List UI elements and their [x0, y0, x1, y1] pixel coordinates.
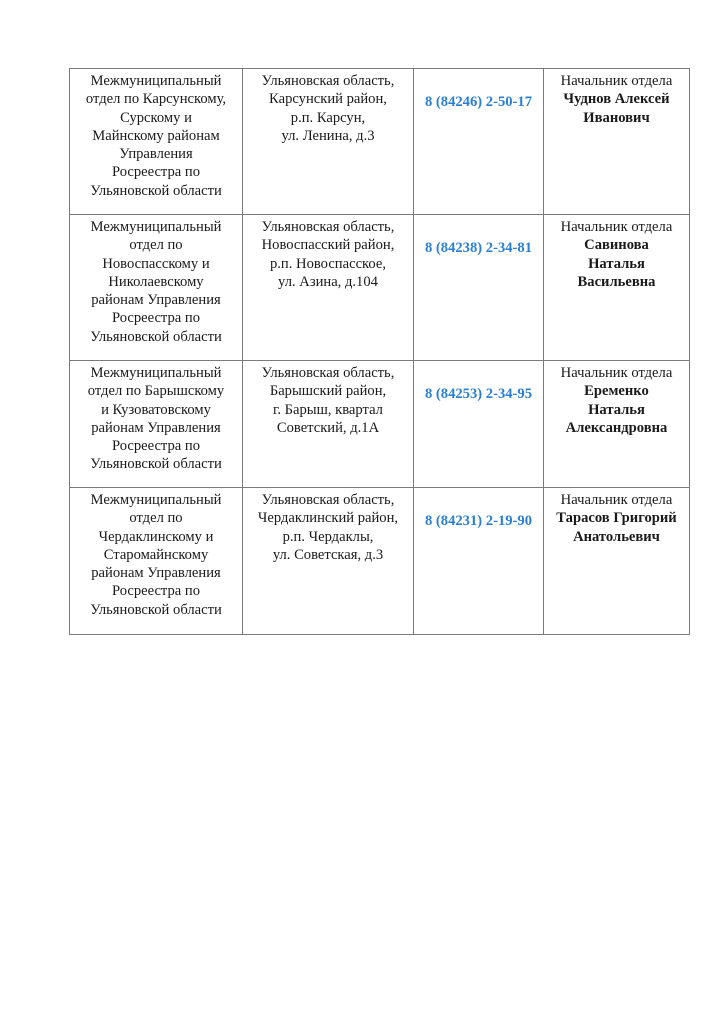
address-line: р.п. Чердаклы,	[282, 528, 374, 545]
address-line: Ульяновская область,	[261, 365, 395, 381]
address-line: Ульяновская область,	[261, 219, 395, 235]
address-line: Чердаклинский район,	[257, 510, 399, 527]
head-name: Иванович	[583, 109, 650, 126]
department-line: Сурскому и	[120, 109, 192, 126]
department-line: Майнскому районам	[92, 127, 220, 144]
department-line: районам Управления	[91, 419, 221, 436]
department-line: Росреестра по	[111, 164, 201, 181]
head-name: Васильевна	[577, 273, 656, 290]
department-line: Старомайнскому	[103, 546, 209, 563]
department-line: Ульяновской области	[90, 182, 222, 199]
address-cell	[243, 361, 414, 488]
head-name: Еременко	[584, 383, 649, 400]
position-title: Начальник отдела	[560, 73, 673, 89]
address-line: ул. Советская, д.3	[272, 546, 384, 563]
department-line: Межмуниципальный	[90, 73, 222, 89]
phone-number[interactable]: 8 (84253) 2-34-95	[424, 386, 532, 402]
address-line: Барышский район,	[269, 383, 387, 400]
head-name: Александровна	[565, 419, 668, 436]
department-line: Ульяновской области	[90, 601, 222, 618]
department-line: районам Управления	[91, 565, 221, 582]
address-line: Ульяновская область,	[261, 492, 395, 508]
table-row	[70, 215, 690, 361]
department-line: Межмуниципальный	[90, 219, 222, 235]
address-line: ул. Азина, д.104	[278, 273, 378, 290]
department-line: Чердаклинскому и	[98, 528, 214, 545]
address-cell	[243, 215, 414, 361]
address-line: Карсунский район,	[269, 91, 387, 108]
head-cell	[544, 361, 690, 488]
department-line: Ульяновской области	[90, 456, 222, 473]
department-line: Росреестра по	[111, 438, 201, 455]
address-line: Новоспасский район,	[261, 237, 395, 254]
position-title: Начальник отдела	[560, 365, 673, 381]
address-line: р.п. Новоспасское,	[269, 255, 386, 272]
phone-cell	[414, 361, 544, 488]
head-cell	[544, 69, 690, 215]
phone-cell	[414, 215, 544, 361]
department-cell	[70, 69, 243, 215]
department-line: отдел по Барышскому	[87, 383, 225, 400]
head-cell	[544, 488, 690, 635]
department-cell	[70, 488, 243, 635]
department-cell	[70, 215, 243, 361]
department-line: отдел по	[129, 237, 183, 254]
department-line: Межмуниципальный	[90, 492, 222, 508]
department-line: Новоспасскому и	[102, 255, 210, 272]
department-line: Межмуниципальный	[90, 365, 222, 381]
department-line: Ульяновской области	[90, 328, 222, 345]
address-line: Ульяновская область,	[261, 73, 395, 89]
phone-number[interactable]: 8 (84238) 2-34-81	[424, 240, 532, 256]
address-line: г. Барыш, квартал	[273, 401, 383, 418]
position-title: Начальник отдела	[560, 492, 673, 508]
head-name: Савинова	[584, 237, 649, 254]
department-line: Николаевскому	[108, 273, 204, 290]
department-line: районам Управления	[91, 292, 221, 309]
address-cell	[243, 69, 414, 215]
head-cell	[544, 215, 690, 361]
phone-number[interactable]: 8 (84231) 2-19-90	[424, 513, 532, 529]
department-line: Управления	[119, 146, 193, 163]
contacts-table	[69, 68, 690, 635]
head-name: Чуднов Алексей	[563, 91, 670, 108]
department-line: и Кузоватовскому	[101, 401, 211, 418]
phone-cell	[414, 488, 544, 635]
phone-cell	[414, 69, 544, 215]
address-line: ул. Ленина, д.3	[281, 127, 375, 144]
department-line: отдел по	[129, 510, 183, 527]
head-name: Анатольевич	[573, 528, 660, 545]
department-line: Росреестра по	[111, 583, 201, 600]
department-cell	[70, 361, 243, 488]
department-line: отдел по Карсунскому,	[85, 91, 227, 108]
address-line: р.п. Карсун,	[290, 109, 366, 126]
head-name: Наталья	[588, 255, 645, 272]
address-cell	[243, 488, 414, 635]
head-name: Наталья	[588, 401, 645, 418]
table-row	[70, 69, 690, 215]
department-line: Росреестра по	[111, 310, 201, 327]
table-row	[70, 488, 690, 635]
table-row	[70, 361, 690, 488]
position-title: Начальник отдела	[560, 219, 673, 235]
address-line: Советский, д.1А	[276, 419, 380, 436]
head-name: Тарасов Григорий	[556, 510, 677, 527]
phone-number[interactable]: 8 (84246) 2-50-17	[424, 94, 532, 110]
